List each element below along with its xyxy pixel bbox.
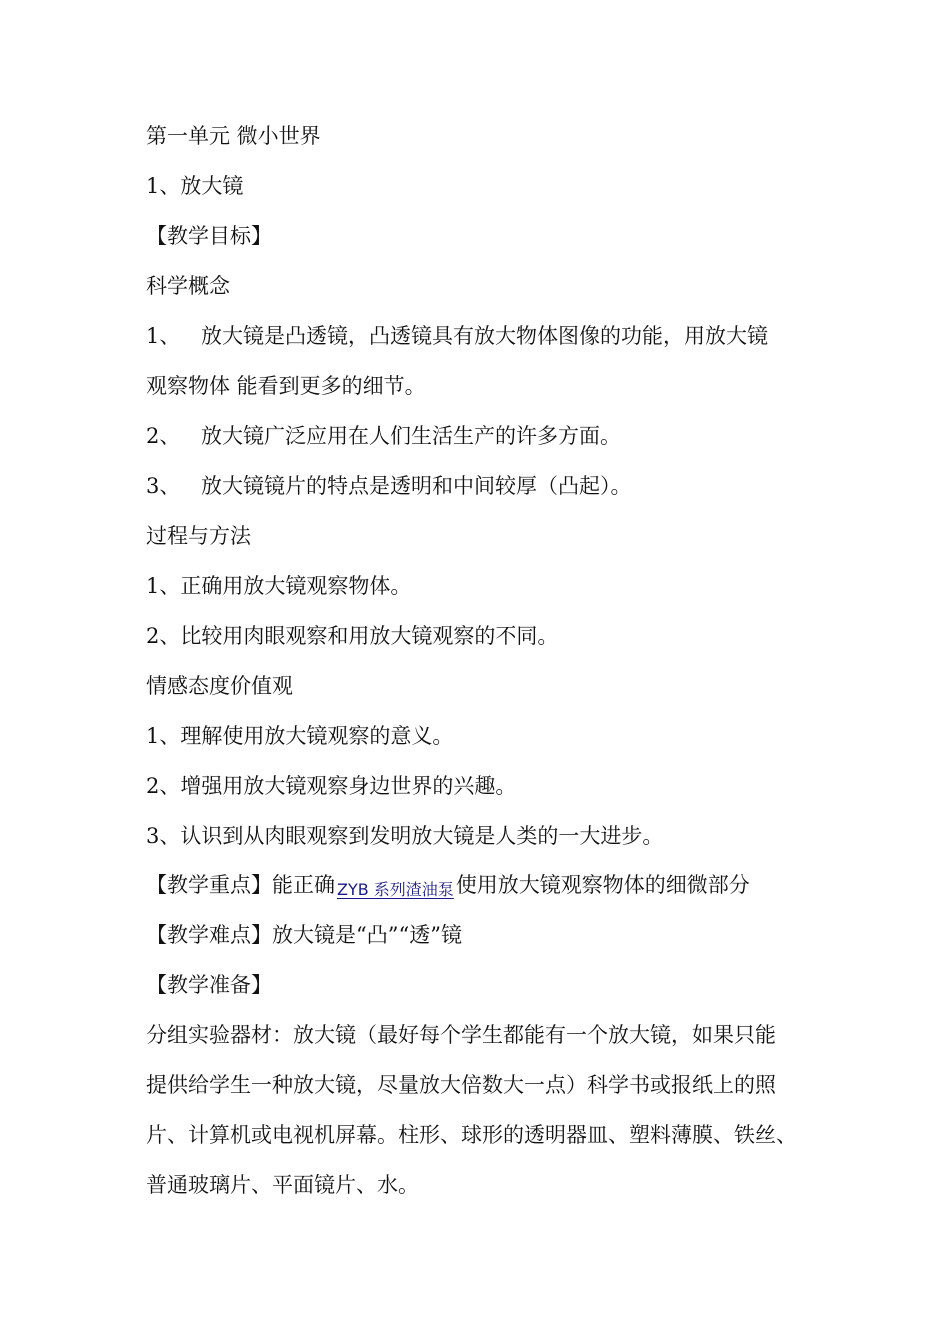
concept-item-1 (146, 322, 768, 350)
prep-line-2: 提供给学生一种放大镜，尽量放大倍数大一点）科学书或报纸上的照 (146, 1073, 776, 1097)
unit-title: 第一单元 微小世界 (146, 124, 321, 148)
process-item-2: 2、比较用肉眼观察和用放大镜观察的不同。 (146, 624, 559, 648)
key-point (146, 871, 750, 899)
attitude-item-1: 1、理解使用放大镜观察的意义。 (146, 724, 454, 748)
key-point-suffix: 使用放大镜观察物体的细微部分 (455, 873, 750, 897)
concept-item-number: 1、 (146, 324, 181, 348)
lesson-title: 1、放大镜 (146, 174, 244, 198)
concept-item-text: 放大镜是凸透镜，凸透镜具有放大物体图像的功能，用放大镜 (201, 324, 768, 348)
concept-item-text: 放大镜广泛应用在人们生活生产的许多方面。 (201, 424, 621, 448)
concept-item-number: 2、 (146, 424, 181, 448)
difficulty-point: 【教学难点】放大镜是“凸”“透”镜 (146, 923, 462, 947)
key-point-link[interactable]: ZYB 系列渣油泵 (337, 880, 454, 899)
prep-line-3: 片、计算机或电视机屏幕。柱形、球形的透明器皿、塑料薄膜、铁丝、 (146, 1123, 797, 1147)
attitude-item-3: 3、认识到从肉眼观察到发明放大镜是人类的一大进步。 (146, 824, 664, 848)
concept-item-1-continued: 观察物体 能看到更多的细节。 (146, 374, 426, 398)
section-goals-heading: 【教学目标】 (146, 224, 272, 248)
prep-heading: 【教学准备】 (146, 973, 272, 997)
key-point-prefix: 【教学重点】能正确 (146, 873, 335, 897)
attitude-item-2: 2、增强用放大镜观察身边世界的兴趣。 (146, 774, 517, 798)
prep-line-1: 分组实验器材：放大镜（最好每个学生都能有一个放大镜，如果只能 (146, 1023, 776, 1047)
attitude-heading: 情感态度价值观 (146, 674, 293, 698)
prep-line-4: 普通玻璃片、平面镜片、水。 (146, 1173, 419, 1197)
process-item-1: 1、正确用放大镜观察物体。 (146, 574, 412, 598)
concept-item-text: 放大镜镜片的特点是透明和中间较厚（凸起）。 (201, 474, 632, 498)
process-heading: 过程与方法 (146, 524, 251, 548)
concept-heading: 科学概念 (146, 274, 230, 298)
concept-item-number: 3、 (146, 474, 181, 498)
concept-item-2 (146, 422, 621, 450)
concept-item-3 (146, 472, 632, 500)
